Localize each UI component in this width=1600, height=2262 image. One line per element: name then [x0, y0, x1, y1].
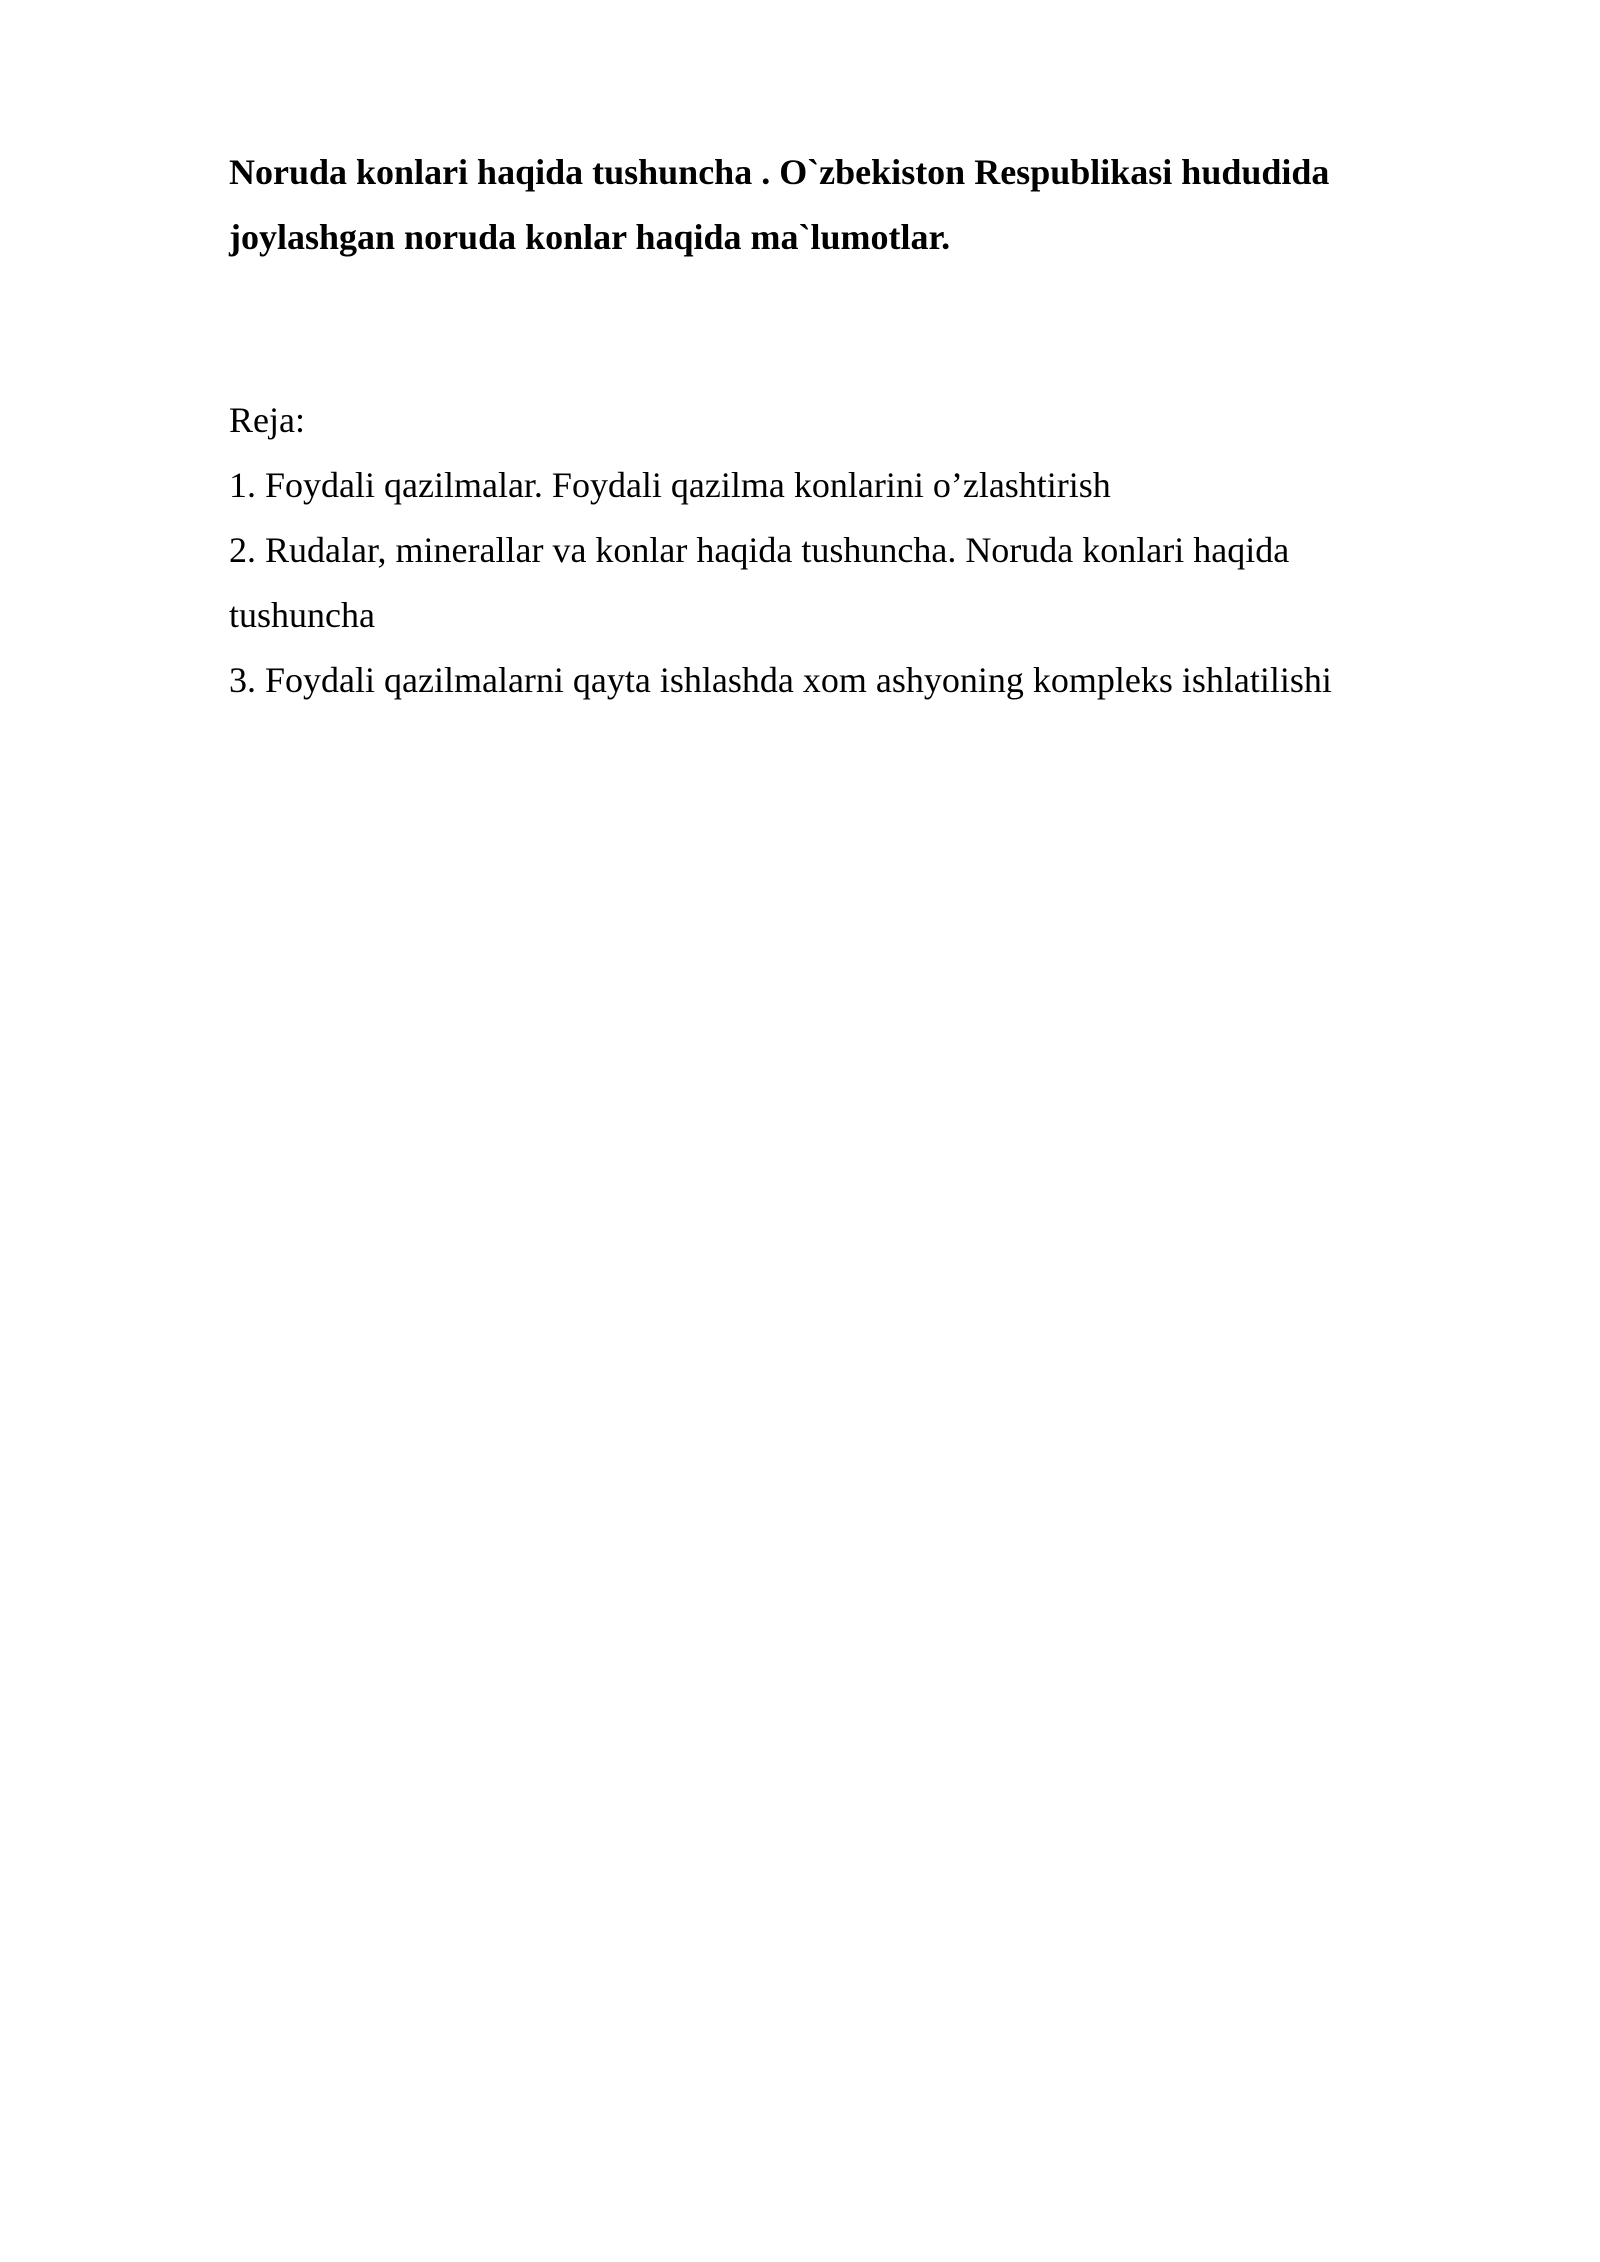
document-body [229, 140, 1389, 713]
plan-item-1 [229, 453, 1389, 518]
plan-item-2 [229, 518, 1389, 648]
document-title [229, 140, 1389, 270]
plan-item-3-line-1: 3. Foydali qazilmalarni qayta ishlashda xom ashyoning kompleks ishlatilishi [229, 660, 1332, 700]
plan-item-1-line-1: 1. Foydali qazilmalar. Foydali qazilma konlarini o’zlashtirish [229, 465, 1111, 505]
plan-item-2-line-1: 2. Rudalar, minerallar va konlar haqida tushuncha. Noruda konlari haqida [229, 530, 1290, 570]
plan-section [229, 388, 1389, 713]
plan-list [229, 453, 1389, 713]
plan-item-2-line-2: tushuncha [229, 595, 375, 635]
title-line-2: joylashgan noruda konlar haqida ma`lumotlar. [229, 217, 951, 257]
plan-item-3 [229, 648, 1389, 713]
plan-heading: Reja: [229, 400, 305, 440]
title-line-1: Noruda konlari haqida tushuncha . O`zbekiston Respublikasi hududida [229, 152, 1330, 192]
